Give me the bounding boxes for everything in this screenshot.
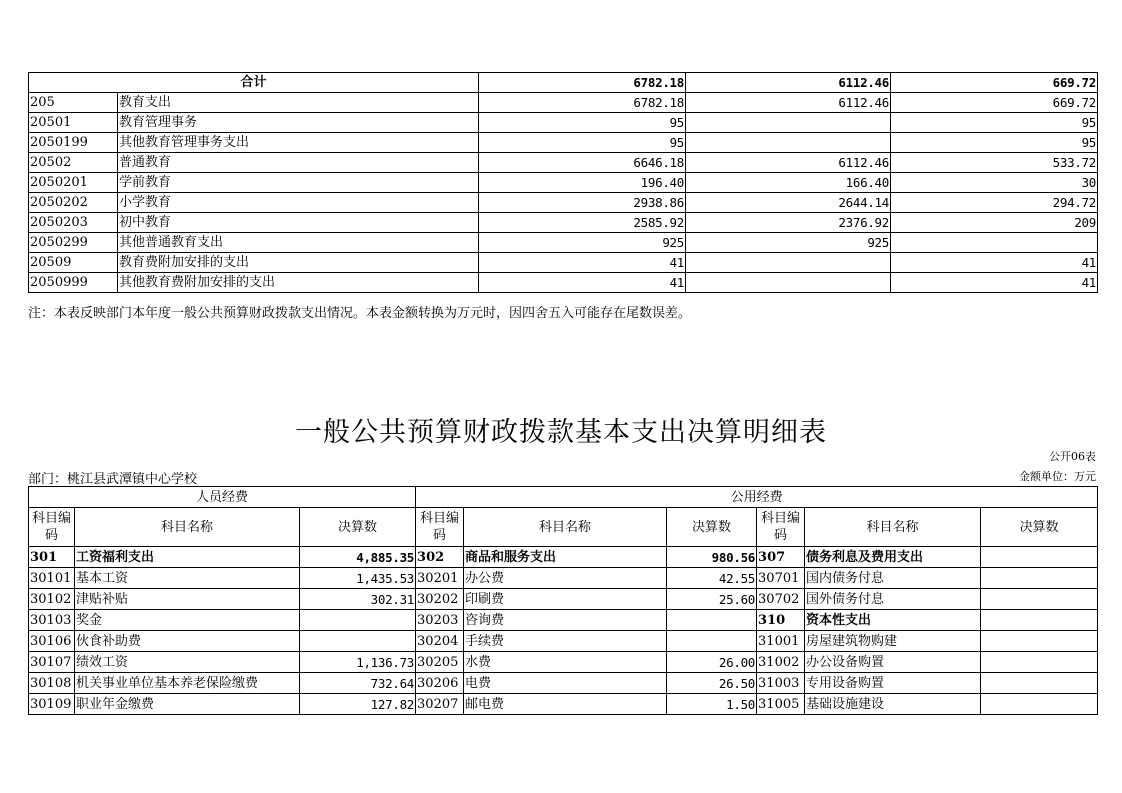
personnel-amount-cell: 1,136.73 — [300, 652, 416, 673]
subject-code-cell: 205 — [29, 93, 118, 113]
public-amount-cell — [981, 610, 1098, 631]
col-header-code: 科目编码 — [757, 508, 805, 547]
public-name-cell: 办公设备购置 — [805, 652, 981, 673]
basic-expenditure-cell: 2376.92 — [686, 213, 891, 233]
personnel-name-cell: 工资福利支出 — [75, 547, 300, 568]
basic-expenditure-detail-table — [28, 486, 1098, 715]
public-name-cell: 基础设施建设 — [805, 694, 981, 715]
public-code-cell: 310 — [757, 610, 805, 631]
table-row — [29, 233, 1098, 253]
total-row — [29, 73, 1098, 93]
table-body — [29, 73, 1098, 293]
public-amount-cell: 26.50 — [667, 673, 757, 694]
public-name-cell: 商品和服务支出 — [464, 547, 667, 568]
subject-name-cell: 教育管理事务 — [118, 113, 479, 133]
public-code-cell: 30203 — [416, 610, 464, 631]
subject-code-cell: 2050201 — [29, 173, 118, 193]
table-row — [29, 589, 1098, 610]
public-amount-cell — [667, 610, 757, 631]
project-expenditure-cell: 30 — [891, 173, 1098, 193]
subject-code-cell: 2050202 — [29, 193, 118, 213]
basic-expenditure-cell — [686, 113, 891, 133]
public-amount-cell: 25.60 — [667, 589, 757, 610]
total-amount-cell: 41 — [479, 273, 686, 293]
amount-unit-label: 金额单位：万元 — [1019, 470, 1096, 483]
group-public-header: 公用经费 — [416, 487, 1098, 508]
public-name-cell: 资本性支出 — [805, 610, 981, 631]
col-header-name: 科目名称 — [75, 508, 300, 547]
public-amount-cell — [981, 694, 1098, 715]
public-code-cell: 31003 — [757, 673, 805, 694]
personnel-code-cell: 30101 — [29, 568, 75, 589]
basic-expenditure-cell: 166.40 — [686, 173, 891, 193]
personnel-code-cell: 30109 — [29, 694, 75, 715]
column-header-row — [29, 508, 1098, 547]
total-amount-cell: 2585.92 — [479, 213, 686, 233]
public-name-cell: 邮电费 — [464, 694, 667, 715]
public-amount-cell — [667, 631, 757, 652]
table-row — [29, 113, 1098, 133]
public-code-cell: 302 — [416, 547, 464, 568]
table-row — [29, 568, 1098, 589]
total-amount-cell: 6646.18 — [479, 153, 686, 173]
table-row — [29, 133, 1098, 153]
total-amount-cell: 6782.18 — [479, 93, 686, 113]
personnel-name-cell: 奖金 — [75, 610, 300, 631]
table-row — [29, 273, 1098, 293]
project-expenditure-cell: 41 — [891, 273, 1098, 293]
table-row — [29, 631, 1098, 652]
total-amount-cell: 196.40 — [479, 173, 686, 193]
appropriation-expenditure-table — [28, 72, 1098, 293]
public-name-cell: 专用设备购置 — [805, 673, 981, 694]
group-personnel-header: 人员经费 — [29, 487, 416, 508]
project-expenditure-cell: 294.72 — [891, 193, 1098, 213]
col-header-amount: 决算数 — [300, 508, 416, 547]
public-name-cell: 印刷费 — [464, 589, 667, 610]
total-label: 合计 — [29, 73, 479, 93]
public-amount-cell — [981, 652, 1098, 673]
project-expenditure-cell — [891, 233, 1098, 253]
personnel-name-cell: 津贴补贴 — [75, 589, 300, 610]
project-expenditure-cell: 95 — [891, 113, 1098, 133]
public-code-cell: 30201 — [416, 568, 464, 589]
personnel-amount-cell — [300, 631, 416, 652]
public-amount-cell — [981, 673, 1098, 694]
table-row — [29, 673, 1098, 694]
public-code-cell: 31001 — [757, 631, 805, 652]
subject-code-cell: 20509 — [29, 253, 118, 273]
total-basic: 6112.46 — [686, 73, 891, 93]
public-name-cell: 国内债务付息 — [805, 568, 981, 589]
personnel-amount-cell: 302.31 — [300, 589, 416, 610]
basic-expenditure-cell: 925 — [686, 233, 891, 253]
total-amount: 6782.18 — [479, 73, 686, 93]
public-amount-cell: 26.00 — [667, 652, 757, 673]
subject-name-cell: 其他普通教育支出 — [118, 233, 479, 253]
personnel-name-cell: 职业年金缴费 — [75, 694, 300, 715]
personnel-name-cell: 伙食补助费 — [75, 631, 300, 652]
subject-code-cell: 20502 — [29, 153, 118, 173]
subject-code-cell: 2050203 — [29, 213, 118, 233]
col-header-code: 科目编码 — [29, 508, 75, 547]
total-amount-cell: 95 — [479, 133, 686, 153]
public-code-cell: 30702 — [757, 589, 805, 610]
personnel-code-cell: 30103 — [29, 610, 75, 631]
subject-name-cell: 其他教育费附加安排的支出 — [118, 273, 479, 293]
project-expenditure-cell: 209 — [891, 213, 1098, 233]
col-header-amount: 决算数 — [667, 508, 757, 547]
subject-name-cell: 学前教育 — [118, 173, 479, 193]
public-code-cell: 30204 — [416, 631, 464, 652]
public-code-cell: 31005 — [757, 694, 805, 715]
personnel-code-cell: 301 — [29, 547, 75, 568]
public-amount-cell — [981, 568, 1098, 589]
table-row — [29, 547, 1098, 568]
public-name-cell: 债务利息及费用支出 — [805, 547, 981, 568]
project-expenditure-cell: 95 — [891, 133, 1098, 153]
public-amount-cell: 42.55 — [667, 568, 757, 589]
table-row — [29, 694, 1098, 715]
col-header-amount: 决算数 — [981, 508, 1098, 547]
project-expenditure-cell: 669.72 — [891, 93, 1098, 113]
personnel-amount-cell: 4,885.35 — [300, 547, 416, 568]
basic-expenditure-cell: 6112.46 — [686, 153, 891, 173]
project-expenditure-cell: 41 — [891, 253, 1098, 273]
page-title: 一般公共预算财政拨款基本支出决算明细表 — [295, 417, 827, 448]
public-name-cell: 电费 — [464, 673, 667, 694]
project-expenditure-cell: 533.72 — [891, 153, 1098, 173]
table-row — [29, 93, 1098, 113]
personnel-amount-cell: 127.82 — [300, 694, 416, 715]
total-amount-cell: 41 — [479, 253, 686, 273]
personnel-amount-cell — [300, 610, 416, 631]
table-row — [29, 173, 1098, 193]
basic-expenditure-cell — [686, 253, 891, 273]
public-name-cell: 水费 — [464, 652, 667, 673]
col-header-name: 科目名称 — [805, 508, 981, 547]
subject-name-cell: 其他教育管理事务支出 — [118, 133, 479, 153]
table-row — [29, 610, 1098, 631]
personnel-amount-cell: 732.64 — [300, 673, 416, 694]
subject-name-cell: 教育费附加安排的支出 — [118, 253, 479, 273]
public-code-cell: 30202 — [416, 589, 464, 610]
col-header-code: 科目编码 — [416, 508, 464, 547]
basic-expenditure-cell: 6112.46 — [686, 93, 891, 113]
subject-name-cell: 小学教育 — [118, 193, 479, 213]
public-name-cell: 房屋建筑物购建 — [805, 631, 981, 652]
table-note: 注：本表反映部门本年度一般公共预算财政拨款支出情况。本表金额转换为万元时，因四舍五入可能存在尾数误差。 — [28, 306, 692, 321]
personnel-code-cell: 30108 — [29, 673, 75, 694]
table-row — [29, 213, 1098, 233]
total-project: 669.72 — [891, 73, 1098, 93]
subject-code-cell: 2050199 — [29, 133, 118, 153]
personnel-code-cell: 30107 — [29, 652, 75, 673]
subject-code-cell: 20501 — [29, 113, 118, 133]
subject-name-cell: 教育支出 — [118, 93, 479, 113]
basic-expenditure-cell: 2644.14 — [686, 193, 891, 213]
public-amount-cell: 1.50 — [667, 694, 757, 715]
total-amount-cell: 925 — [479, 233, 686, 253]
subject-code-cell: 2050299 — [29, 233, 118, 253]
table-row — [29, 153, 1098, 173]
personnel-name-cell: 基本工资 — [75, 568, 300, 589]
public-name-cell: 办公费 — [464, 568, 667, 589]
public-amount-cell — [981, 631, 1098, 652]
public-code-cell: 30205 — [416, 652, 464, 673]
personnel-code-cell: 30106 — [29, 631, 75, 652]
personnel-name-cell: 绩效工资 — [75, 652, 300, 673]
total-amount-cell: 2938.86 — [479, 193, 686, 213]
public-name-cell: 咨询费 — [464, 610, 667, 631]
personnel-name-cell: 机关事业单位基本养老保险缴费 — [75, 673, 300, 694]
basic-expenditure-cell — [686, 273, 891, 293]
public-amount-cell — [981, 589, 1098, 610]
basic-expenditure-cell — [686, 133, 891, 153]
subject-name-cell: 普通教育 — [118, 153, 479, 173]
personnel-code-cell: 30102 — [29, 589, 75, 610]
form-number: 公开06表 — [1049, 450, 1096, 463]
table-row — [29, 253, 1098, 273]
public-code-cell: 30206 — [416, 673, 464, 694]
public-name-cell: 国外债务付息 — [805, 589, 981, 610]
table-row — [29, 652, 1098, 673]
public-code-cell: 307 — [757, 547, 805, 568]
public-code-cell: 30701 — [757, 568, 805, 589]
public-amount-cell — [981, 547, 1098, 568]
table-row — [29, 193, 1098, 213]
subject-name-cell: 初中教育 — [118, 213, 479, 233]
table-body — [29, 487, 1098, 715]
subject-code-cell: 2050999 — [29, 273, 118, 293]
public-name-cell: 手续费 — [464, 631, 667, 652]
total-amount-cell: 95 — [479, 113, 686, 133]
public-code-cell: 31002 — [757, 652, 805, 673]
personnel-amount-cell: 1,435.53 — [300, 568, 416, 589]
public-code-cell: 30207 — [416, 694, 464, 715]
public-amount-cell: 980.56 — [667, 547, 757, 568]
group-header-row — [29, 487, 1098, 508]
col-header-name: 科目名称 — [464, 508, 667, 547]
department-label: 部门：桃江县武潭镇中心学校 — [28, 472, 198, 487]
